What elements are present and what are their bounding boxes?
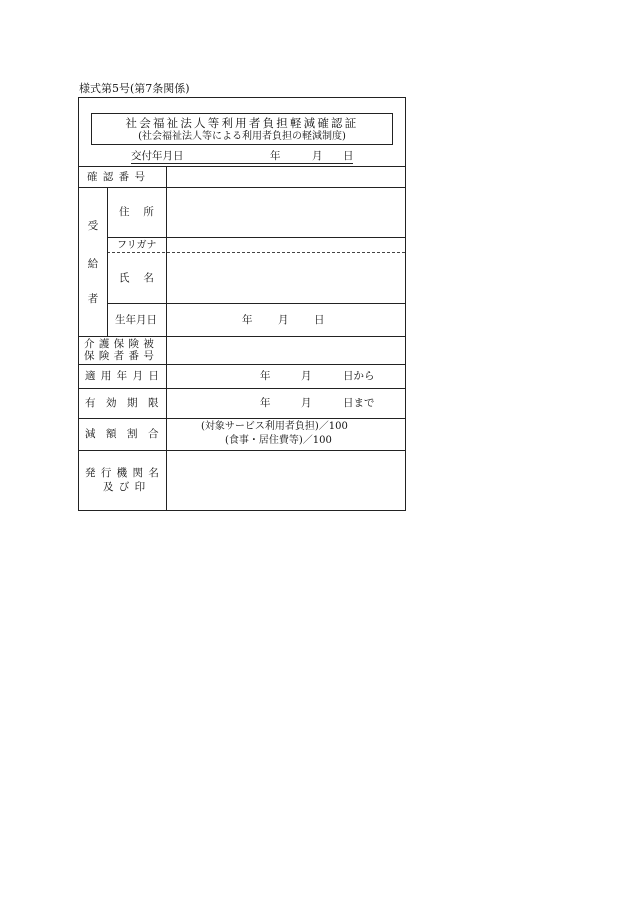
recipient-column-divider: [107, 187, 108, 336]
row-divider: [79, 418, 405, 419]
birth-date-label: 生年月日: [115, 314, 157, 326]
recipient-label-2: 給: [87, 258, 99, 270]
certificate-title: 社会福祉法人等利用者負担軽減確認証: [125, 116, 359, 130]
furigana-dashed-divider: [107, 252, 405, 253]
insured-number-label-2: 保 険 者 番 号: [84, 350, 155, 362]
reduction-ratio-service: (対象サービス利用者負担)／100: [201, 421, 348, 432]
row-divider: [79, 364, 405, 365]
applicable-date-month: 月: [301, 370, 312, 382]
issuing-agency-label-2: 及 び 印: [103, 481, 147, 493]
row-divider: [79, 187, 405, 188]
row-divider: [79, 336, 405, 337]
validity-period-month: 月: [301, 397, 312, 409]
confirmation-number-label: 確 認 番 号: [87, 171, 147, 183]
reduction-ratio-meals-housing: (食事・居住費等)／100: [225, 435, 332, 446]
issue-date-label: 交付年月日: [131, 150, 184, 162]
applicable-date-year: 年: [260, 370, 271, 382]
issue-date-day: 日: [343, 150, 354, 162]
row-divider: [107, 303, 405, 304]
validity-period-day: 日まで: [343, 397, 375, 409]
row-divider: [107, 237, 405, 238]
certificate-subtitle: (社会福祉法人等による利用者負担の軽減制度): [138, 131, 346, 142]
row-divider: [79, 450, 405, 451]
birth-date-month: 月: [278, 314, 289, 326]
recipient-label-3: 者: [87, 293, 99, 305]
validity-period-year: 年: [260, 397, 271, 409]
reduction-ratio-label: 減 額 割 合: [85, 428, 159, 440]
issue-date-month: 月: [312, 150, 323, 162]
issue-date-line: [131, 149, 353, 164]
insured-number-label-1: 介 護 保 険 被: [84, 338, 155, 350]
validity-period-label: 有 効 期 限: [85, 397, 159, 409]
column-divider: [166, 166, 167, 510]
row-divider: [79, 388, 405, 389]
applicable-date-day: 日から: [343, 370, 375, 382]
recipient-label-1: 受: [87, 220, 99, 232]
applicable-date-label: 適 用 年 月 日: [85, 370, 160, 382]
birth-date-day: 日: [314, 314, 325, 326]
furigana-label: フリガナ: [117, 240, 157, 251]
form-number-label: 様式第5号(第7条関係): [79, 82, 190, 95]
certificate-title-box: [91, 113, 393, 145]
issuing-agency-label-1: 発 行 機 関 名: [85, 467, 160, 479]
name-label: 氏 名: [119, 272, 154, 284]
row-divider: [79, 166, 405, 167]
address-label: 住 所: [119, 206, 154, 218]
birth-date-year: 年: [242, 314, 253, 326]
certificate-frame: [78, 97, 406, 511]
issue-date-year: 年: [270, 150, 281, 162]
